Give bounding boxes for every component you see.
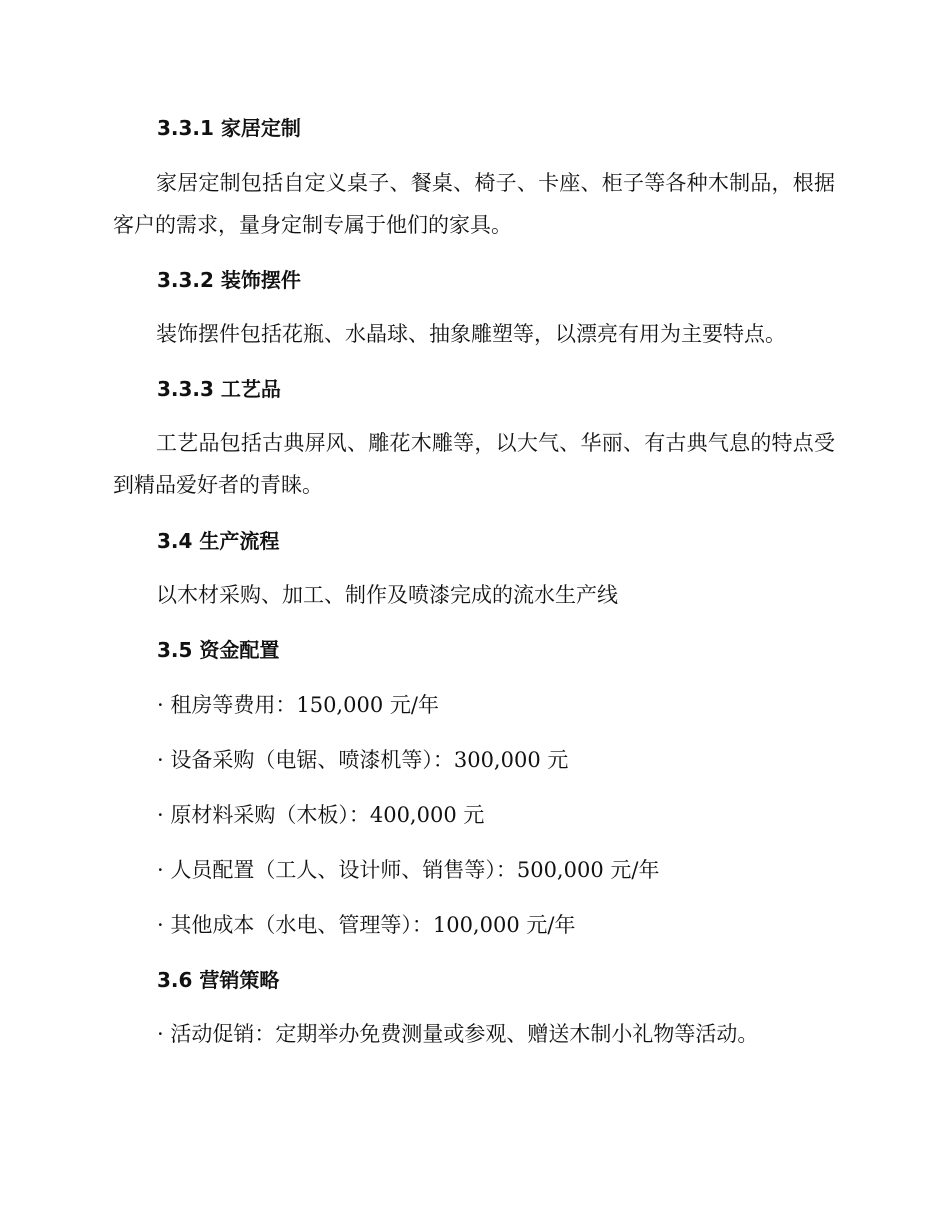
heading-3-3-1: 3.3.1 家居定制: [157, 116, 301, 140]
paragraph-home-customization: 家居定制包括自定义桌子、餐桌、椅子、卡座、柜子等各种木制品，根据客户的需求，量身定制专属于他们的家具。: [113, 171, 835, 237]
list-item-equipment: · 设备采购（电锯、喷漆机等）：300,000 元: [157, 748, 569, 772]
list-item-rent: · 租房等费用：150,000 元/年: [157, 693, 439, 717]
heading-3-3-3: 3.3.3 工艺品: [157, 377, 281, 401]
paragraph-decorations: 装饰摆件包括花瓶、水晶球、抽象雕塑等，以漂亮有用为主要特点。: [156, 322, 786, 346]
list-item-other-costs: · 其他成本（水电、管理等）：100,000 元/年: [157, 913, 576, 937]
heading-3-5: 3.5 资金配置: [157, 638, 280, 662]
heading-3-3-2: 3.3.2 装饰摆件: [157, 268, 301, 292]
heading-3-4: 3.4 生产流程: [157, 529, 280, 553]
paragraph-crafts: 工艺品包括古典屏风、雕花木雕等，以大气、华丽、有古典气息的特点受到精品爱好者的青睐。: [113, 431, 835, 497]
heading-3-6: 3.6 营销策略: [157, 968, 280, 992]
paragraph-production-process: 以木材采购、加工、制作及喷漆完成的流水生产线: [156, 583, 618, 607]
list-item-promotion: · 活动促销：定期举办免费测量或参观、赠送木制小礼物等活动。: [157, 1022, 759, 1046]
list-item-materials: · 原材料采购（木板）：400,000 元: [157, 803, 485, 827]
list-item-staffing: · 人员配置（工人、设计师、销售等）：500,000 元/年: [157, 858, 660, 882]
